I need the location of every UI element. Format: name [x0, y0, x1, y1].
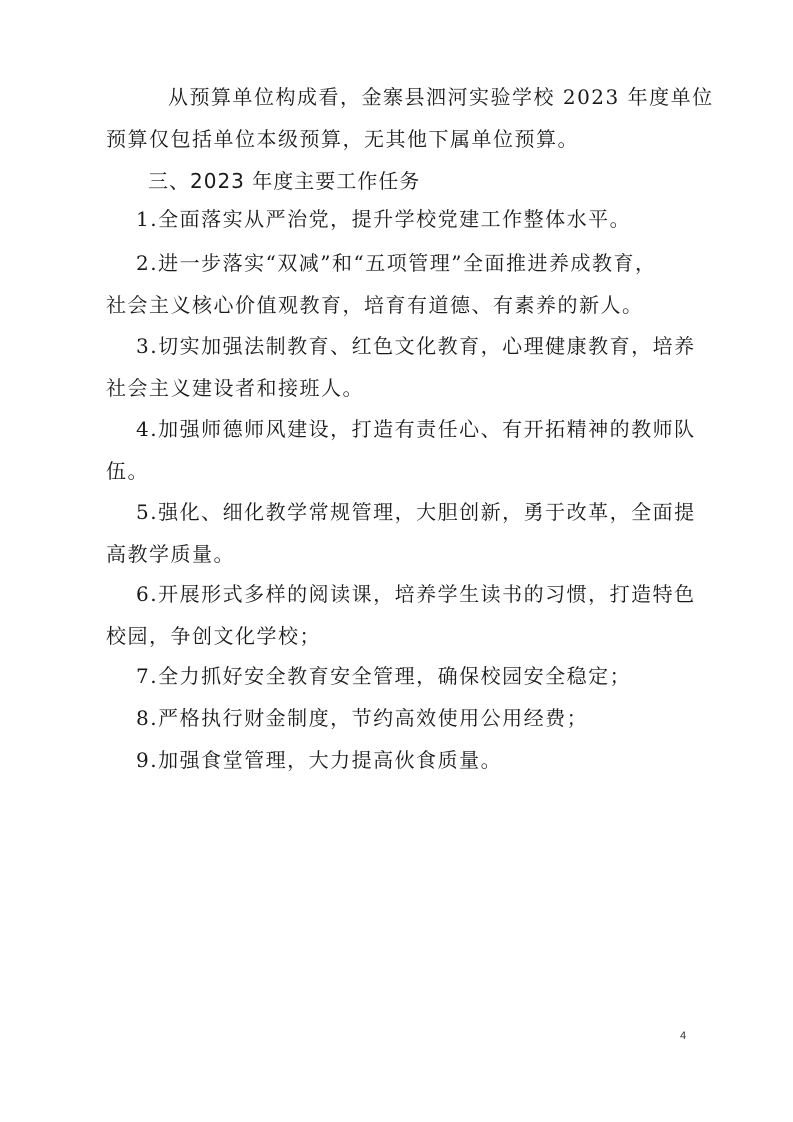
- task-line: 伍。: [106, 459, 149, 483]
- task-line: 校园，争创文化学校；: [106, 624, 321, 648]
- intro-paragraph: [106, 76, 714, 160]
- task-line: 7.全力抓好安全教育安全管理，确保校园安全稳定；: [136, 664, 632, 688]
- section-heading: 三、2023 年度主要工作任务: [148, 169, 421, 193]
- task-line: 社会主义建设者和接班人。: [106, 376, 364, 400]
- intro-line: 预算仅包括单位本级预算，无其他下属单位预算。: [106, 127, 579, 151]
- task-item-2: [106, 242, 696, 326]
- task-line: 1.全面落实从严治党，提升学校党建工作整体水平。: [136, 207, 632, 231]
- task-item-8: [106, 697, 696, 739]
- task-item-7: [106, 655, 696, 697]
- page-number: 4: [680, 1030, 687, 1042]
- task-item-1: [106, 198, 696, 240]
- task-line: 3.切实加强法制教育、红色文化教育，心理健康教育，培养: [136, 334, 696, 358]
- task-line: 9.加强食堂管理，大力提高伙食质量。: [136, 748, 503, 772]
- task-item-4: [106, 408, 696, 492]
- task-line: 6.开展形式多样的阅读课，培养学生读书的习惯，打造特色: [136, 582, 696, 606]
- task-item-3: [106, 325, 696, 409]
- intro-line: 从预算单位构成看，金寨县泗河实验学校 2023 年度单位: [168, 85, 714, 109]
- task-line: 5.强化、细化教学常规管理，大胆创新，勇于改革，全面提: [136, 500, 696, 524]
- task-item-5: [106, 491, 696, 575]
- task-line: 高教学质量。: [106, 542, 235, 566]
- task-line: 4.加强师德师风建设，打造有责任心、有开拓精神的教师队: [136, 417, 696, 441]
- task-item-9: [106, 739, 696, 781]
- task-item-6: [106, 573, 696, 657]
- task-line: 8.严格执行财金制度，节约高效使用公用经费；: [136, 706, 589, 730]
- task-line: 2.进一步落实“双减”和“五项管理”全面推进养成教育，: [136, 251, 657, 275]
- task-line: 社会主义核心价值观教育，培育有道德、有素养的新人。: [106, 293, 644, 317]
